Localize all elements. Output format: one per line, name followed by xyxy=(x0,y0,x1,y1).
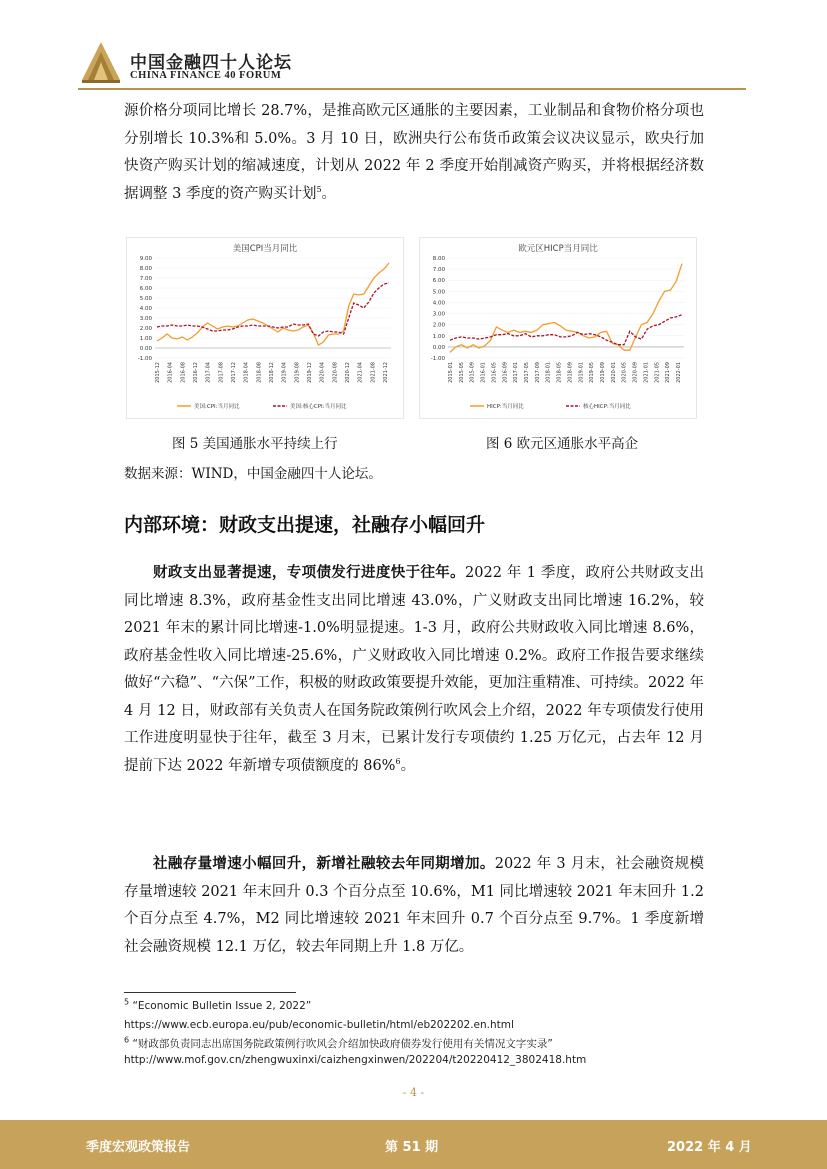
x-tick-label: 2018-12 xyxy=(269,362,275,383)
body-paragraph-2 xyxy=(124,559,704,780)
page-footer xyxy=(0,1120,827,1169)
page-number: - 4 - xyxy=(402,1086,425,1099)
body-paragraph-1 xyxy=(124,98,704,208)
x-tick-label: 2020-09 xyxy=(632,362,639,383)
x-tick-label: 2015-12 xyxy=(155,362,161,383)
y-tick-label: 1.00 xyxy=(432,333,445,340)
x-tick-label: 2017-09 xyxy=(534,362,541,383)
chart-title: 欧元区HICP当月同比 xyxy=(518,244,598,254)
x-tick-label: 2018-01 xyxy=(545,362,552,383)
x-tick-label: 2022-01 xyxy=(676,362,682,383)
x-tick-label: 2018-04 xyxy=(243,362,250,383)
paragraph-lead: 财政支出显著提速，专项债发行进度快于往年。 xyxy=(153,564,466,581)
x-tick-label: 2015-01 xyxy=(448,362,454,383)
y-tick-label: 8.00 xyxy=(139,266,152,272)
figure-6-caption: 图 6 欧元区通胀水平高企 xyxy=(486,436,639,452)
footer-date: 2022 年 4 月 xyxy=(667,1140,752,1155)
eu-hicp-chart xyxy=(420,238,696,418)
x-tick-label: 2020-12 xyxy=(345,362,351,383)
x-tick-label: 2019-04 xyxy=(281,362,288,383)
footer-report-name: 季度宏观政策报告 xyxy=(86,1140,191,1155)
header-divider xyxy=(78,88,746,90)
footnote-ref: 5 xyxy=(316,184,322,194)
series-line-1 xyxy=(157,263,389,345)
footnote-6-title: $^6$ “财政部负责同志出席国务院政策例行吹风会介绍加快政府债券发行使用有关情况文字实录” xyxy=(124,1035,553,1050)
x-tick-label: 2017-05 xyxy=(524,362,530,383)
footer-issue: 第 51 期 xyxy=(385,1140,439,1155)
x-tick-label: 2016-08 xyxy=(180,362,187,383)
x-tick-label: 2021-08 xyxy=(370,362,377,383)
brand-name-en: CHINA FINANCE 40 FORUM xyxy=(130,70,282,81)
x-tick-label: 2019-08 xyxy=(294,362,301,383)
us-cpi-chart xyxy=(127,238,403,418)
x-tick-label: 2015-05 xyxy=(458,362,465,383)
y-tick-label: 7.00 xyxy=(432,267,445,274)
x-tick-label: 2017-08 xyxy=(218,362,225,383)
x-tick-label: 2015-09 xyxy=(469,362,476,383)
legend-label: 美国:核心CPI:当月同比 xyxy=(290,404,347,410)
footnote-5-url[interactable]: https://www.ecb.europa.eu/pub/economic-bulletin/html/eb202202.en.html xyxy=(124,1019,514,1031)
y-tick-label: 6.00 xyxy=(139,286,152,292)
footnote-6-url[interactable]: http://www.mof.gov.cn/zhengwuxinxi/caizhengxinwen/202204/t20220412_3802418.htm xyxy=(124,1054,587,1066)
footnote-5-title: $^5$ “Economic Bulletin Issue 2, 2022” xyxy=(124,997,312,1012)
chart-title: 美国CPI当月同比 xyxy=(232,244,298,254)
y-tick-label: 3.00 xyxy=(432,311,445,318)
data-source-note: 数据来源：WIND，中国金融四十人论坛。 xyxy=(124,466,382,482)
paragraph-text: 源价格分项同比增长 28.7%，是推高欧元区通胀的主要因素，工业制品和食物价格分项也分别增长 10.3%和 5.0%。3 月 10 日，欧洲央行公布货币政策会议决议显示，欧央行加快资产购买计划的缩减速度，计划从 2022 年 2 季度开始削减资产购买，并将根据经济数据调整 3 季度的资产购买计划 xyxy=(124,103,704,202)
footnote-ref: 6 xyxy=(395,756,401,766)
x-tick-label: 2021-09 xyxy=(665,362,672,383)
figure-6-chart xyxy=(419,237,697,419)
x-tick-label: 2016-05 xyxy=(491,362,498,383)
y-tick-label: 6.00 xyxy=(432,278,445,285)
page-header xyxy=(0,0,827,92)
x-tick-label: 2019-01 xyxy=(578,362,585,383)
footnote-divider xyxy=(124,992,296,993)
paragraph-text: 2022 年 3 月末，社会融资规模存量增速较 2021 年末回升 0.3 个百分点至 10.6%，M1 同比增速较 2021 年末回升 1.2 个百分点至 4.7%，M2 同比增速较 2021 年末回升 0.7 个百分点至 9.7%。1 季度新增社会融资规模 12.1 万亿，较去年同期上升 1.8 万亿。 xyxy=(124,856,704,955)
y-tick-label: 4.00 xyxy=(432,300,445,307)
body-paragraph-3 xyxy=(124,850,704,961)
x-tick-label: 2020-01 xyxy=(610,362,617,383)
x-tick-label: 2017-04 xyxy=(205,362,212,383)
y-tick-label: 5.00 xyxy=(139,296,152,302)
y-tick-label: 9.00 xyxy=(139,256,152,262)
x-tick-label: 2018-08 xyxy=(256,362,263,383)
x-tick-label: 2021-04 xyxy=(357,362,364,383)
x-tick-label: 2018-05 xyxy=(556,362,563,383)
y-tick-label: 1.00 xyxy=(139,336,152,342)
x-tick-label: 2020-08 xyxy=(332,362,339,383)
y-tick-label: 4.00 xyxy=(139,306,152,312)
x-tick-label: 2020-04 xyxy=(319,362,326,383)
x-tick-label: 2016-12 xyxy=(193,362,199,383)
paragraph-text: 2022 年 1 季度，政府公共财政支出同比增速 8.3%，政府基金性支出同比增速 43.0%，广义财政支出同比增速 16.2%，较 2021 年末的累计同比增速-1.0%明显提速。1-3 月，政府公共财政收入同比增速 8.6%，政府基金性收入同比增速-25.6%，广义财政收入同比增速 0.2%。政府工作报告要求继续做好“六稳”、“六保”工作，积极的财政政策要提升效能，更加注重精准、可持续。2022 年 4 月 12 日，财政部有关负责人在国务院政策例行吹风会上介绍，2022 年专项债发行使用工作进度明显快于往年，截至 3 月末，已累计发行专项债约 1.25 万亿元，占去年 12 月提前下达 2022 年新增专项债额度的 86% xyxy=(124,565,705,774)
forum-logo-icon xyxy=(80,40,122,84)
y-tick-label: 8.00 xyxy=(432,256,445,262)
x-tick-label: 2019-05 xyxy=(589,362,596,383)
brand-name-cn: 中国金融四十人论坛 xyxy=(130,53,292,73)
x-tick-label: 2016-09 xyxy=(502,362,509,383)
x-tick-label: 2021-01 xyxy=(643,362,650,383)
figure-5-caption: 图 5 美国通胀水平持续上行 xyxy=(172,436,338,452)
y-tick-label: 2.00 xyxy=(432,322,445,329)
x-tick-label: 2017-01 xyxy=(513,362,520,383)
x-tick-label: 2016-01 xyxy=(480,362,487,383)
x-tick-label: 2017-12 xyxy=(231,362,237,383)
y-tick-label: 3.00 xyxy=(139,316,152,322)
y-tick-label: 7.00 xyxy=(139,276,152,282)
x-tick-label: 2018-09 xyxy=(567,362,574,383)
y-tick-label: 0.00 xyxy=(432,344,445,351)
figure-5-chart xyxy=(126,237,404,419)
legend-label: 美国:CPI:当月同比 xyxy=(194,404,240,410)
paragraph-end: 。 xyxy=(321,185,337,202)
paragraph-lead: 社融存量增速小幅回升，新增社融较去年同期增加。 xyxy=(153,855,495,872)
x-tick-label: 2016-04 xyxy=(167,362,174,383)
x-tick-label: 2021-12 xyxy=(383,362,389,383)
series-line-1 xyxy=(450,264,682,353)
x-tick-label: 2019-09 xyxy=(600,362,606,383)
x-tick-label: 2020-05 xyxy=(621,362,628,383)
paragraph-end: 。 xyxy=(400,757,416,774)
y-tick-label: 2.00 xyxy=(139,326,152,332)
x-tick-label: 2019-12 xyxy=(307,362,313,383)
x-tick-label: 2021-05 xyxy=(654,362,661,383)
y-tick-label: -1.00 xyxy=(137,356,152,362)
legend-label: 核心HICP:当月同比 xyxy=(583,404,631,410)
y-tick-label: 5.00 xyxy=(432,289,445,296)
y-tick-label: -1.00 xyxy=(430,356,445,362)
y-tick-label: 0.00 xyxy=(139,346,152,352)
legend-label: HICP:当月同比 xyxy=(487,404,524,410)
section-title: 内部环境：财政支出提速，社融存小幅回升 xyxy=(124,514,486,536)
